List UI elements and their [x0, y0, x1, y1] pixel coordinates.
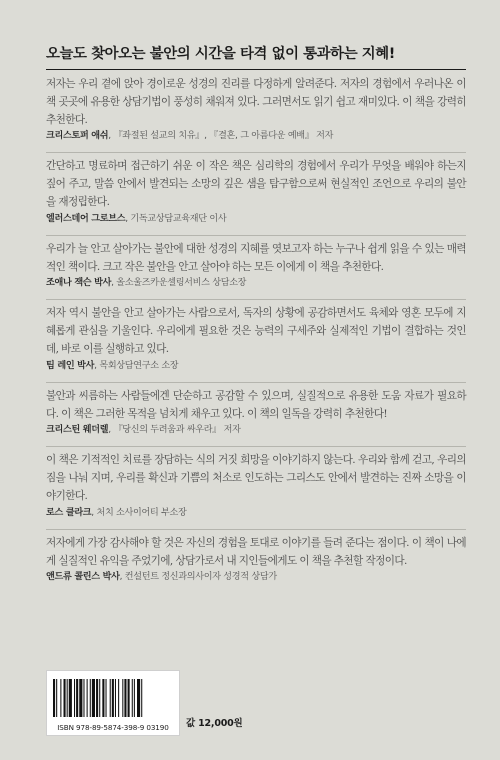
- endorsement-author: [46, 213, 466, 226]
- barcode-bar: [64, 679, 66, 717]
- author-desc: , 『좌절된 설교의 치유』, 『결혼, 그 아름다운 예배』 저자: [108, 131, 334, 142]
- headline-rule: [46, 69, 466, 70]
- endorsement-author: [46, 130, 466, 143]
- author-name: 크리스틴 웨더렐: [46, 425, 109, 436]
- barcode: [46, 670, 180, 736]
- divider: [46, 235, 466, 236]
- barcode-bar: [137, 679, 140, 717]
- barcode-bar: [110, 679, 111, 717]
- endorsement-quote: 불안과 씨름하는 사람들에겐 단순하고 공감할 수 있으며, 실질적으로 유용한 도움 자료가 필요하다. 이 책은 그러한 목적을 넘치게 채우고 있다. 이 책의 일독을 강력히 추천한다!: [46, 389, 466, 420]
- endorsement-quote: 저자 역시 불안을 안고 살아가는 사람으로서, 독자의 상황에 공감하면서도 육체와 영혼 모두에 지혜롭게 관심을 기울인다. 우리에게 필요한 것은 능력의 구세주와 실제적인 기법이 결합하는 것인데, 바로 이를 실행하고 있다.: [46, 307, 466, 355]
- endorsement-author: [46, 424, 466, 437]
- barcode-bar: [112, 679, 114, 717]
- endorsement-quote: 저자에게 가장 감사해야 할 것은 자신의 경험을 토대로 이야기를 들려 준다는 점이다. 이 책이 나에게 실질적인 유익을 주었기에, 상담가로서 내 지인들에게도 이 책을 추천할 작정이다.: [46, 536, 466, 567]
- barcode-bar: [74, 679, 75, 717]
- endorsement: [46, 241, 466, 291]
- barcode-bar: [118, 679, 119, 717]
- barcode-bar: [79, 679, 82, 717]
- author-desc: , 『당신의 두려움과 싸우라』 저자: [108, 425, 241, 436]
- endorsement: [46, 535, 466, 585]
- barcode-bar: [134, 679, 135, 717]
- barcode-bar: [87, 679, 88, 717]
- endorsement-author: [46, 571, 466, 584]
- endorsement-author: [46, 507, 466, 520]
- barcode-bar: [69, 679, 72, 717]
- barcode-bars-icon: [53, 679, 173, 717]
- divider: [46, 299, 466, 300]
- author-name: 엘러스데어 그로브스: [46, 213, 126, 224]
- barcode-bar: [67, 679, 68, 717]
- author-desc: , 컨설턴트 정신과의사이자 성경적 상담가: [119, 572, 277, 583]
- barcode-bar: [141, 679, 142, 717]
- barcode-bar: [106, 679, 107, 717]
- barcode-bar: [92, 679, 95, 717]
- barcode-bar: [128, 679, 130, 717]
- author-name: 크리스토퍼 애쉬: [46, 131, 109, 142]
- divider: [46, 382, 466, 383]
- barcode-bar: [102, 679, 104, 717]
- barcode-bar: [122, 679, 123, 717]
- barcode-bar: [124, 679, 126, 717]
- endorsement-quote: 간단하고 명료하며 접근하기 쉬운 이 작은 책은 심리학의 경험에서 우리가 무엇을 배워야 하는지 짚어 주고, 말씀 안에서 발견되는 소망의 깊은 샘을 탐구함으로써 현실적인 조언으로 우리의 불안을 재정립한다.: [46, 160, 466, 208]
- divider: [46, 446, 466, 447]
- author-name: 팀 레인 박사: [46, 360, 95, 371]
- barcode-bar: [56, 679, 57, 717]
- barcode-bar: [99, 679, 100, 717]
- endorsement-author: [46, 360, 466, 373]
- endorsements: [46, 76, 466, 593]
- barcode-bar: [83, 679, 84, 717]
- author-name: 로스 클라크: [46, 507, 92, 518]
- divider: [46, 152, 466, 153]
- barcode-bar: [53, 679, 55, 717]
- barcode-bar: [60, 679, 61, 717]
- endorsement: [46, 305, 466, 372]
- isbn: ISBN 978-89-5874-398-9 03190: [57, 723, 169, 732]
- author-desc: , 올소울즈카운셀링서비스 상담소장: [111, 278, 247, 289]
- author-desc: , 목회상담연구소 소장: [94, 360, 179, 371]
- divider: [46, 529, 466, 530]
- barcode-bar: [115, 679, 116, 717]
- endorsement: [46, 76, 466, 143]
- author-name: 앤드류 콜린스 박사: [46, 572, 120, 583]
- barcode-bar: [96, 679, 98, 717]
- endorsement: [46, 388, 466, 438]
- barcode-bar: [76, 679, 78, 717]
- endorsement-quote: 이 책은 기적적인 치료를 장담하는 식의 거짓 희망을 이야기하지 않는다. 우리와 함께 걷고, 우리의 짐을 나눠 지며, 우리를 확신과 기쁨의 처소로 인도하는 그리스도 안에서 발견하는 진짜 소망을 이야기한다.: [46, 454, 466, 502]
- price: 값 12,000원: [186, 718, 243, 729]
- endorsement: [46, 452, 466, 519]
- endorsement-author: [46, 277, 466, 290]
- endorsement-quote: 저자는 우리 곁에 앉아 경이로운 성경의 진리를 다정하게 알려준다. 저자의 경험에서 우러나온 이 책 곳곳에 유용한 상담기법이 풍성히 채워져 있다. 그러면서도 읽기 쉽고 재미있다. 이 책을 강력히 추천한다.: [46, 78, 466, 126]
- author-desc: , 처치 소사이어티 부소장: [91, 507, 187, 518]
- barcode-bar: [132, 679, 133, 717]
- author-desc: , 기독교상담교육재단 이사: [125, 213, 227, 224]
- headline: 오늘도 찾아오는 불안의 시간을 타격 없이 통과하는 지혜!: [46, 46, 395, 62]
- endorsement-quote: 우리가 늘 안고 살아가는 불안에 대한 성경의 지혜를 엿보고자 하는 누구나 쉽게 읽을 수 있는 매력적인 책이다. 크고 작은 불안을 안고 살아야 하는 모든 이에게 이 책을 추천한다.: [46, 242, 466, 273]
- barcode-bar: [90, 679, 91, 717]
- author-name: 조애나 잭슨 박사: [46, 278, 112, 289]
- endorsement: [46, 158, 466, 225]
